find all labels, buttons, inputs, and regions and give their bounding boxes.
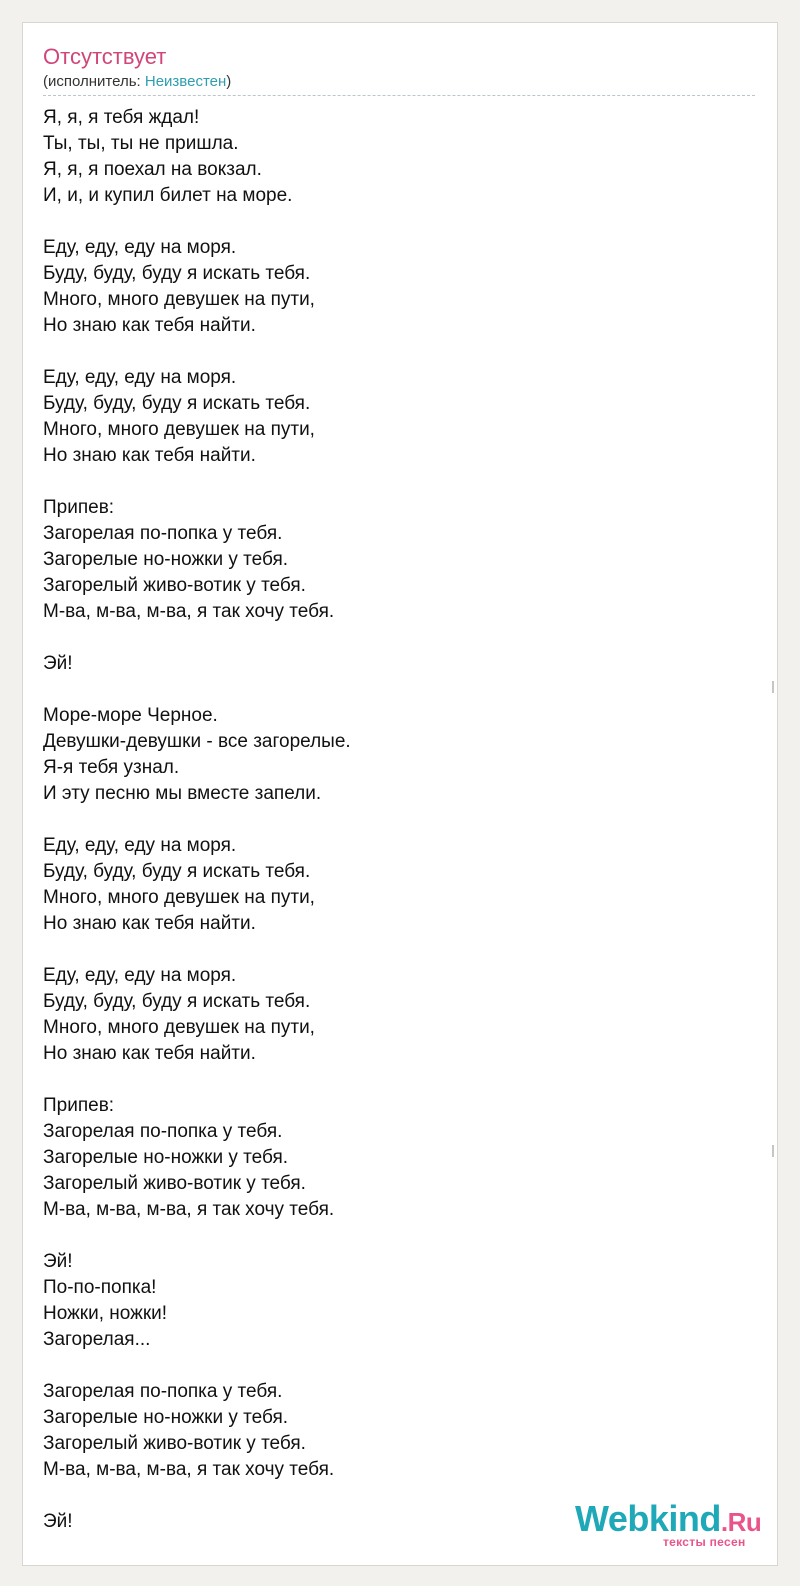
lyrics-line: Буду, буду, буду я искать тебя.: [43, 263, 311, 284]
lyrics-line: Еду, еду, еду на моря.: [43, 367, 237, 388]
lyrics-line: Много, много девушек на пути,: [43, 419, 315, 440]
lyrics-line: Буду, буду, буду я искать тебя.: [43, 393, 311, 414]
lyrics-line: Эй!: [43, 653, 73, 674]
lyrics-line: Много, много девушек на пути,: [43, 289, 315, 310]
artist-link[interactable]: Неизвестен: [144, 73, 227, 90]
lyrics-line: Буду, буду, буду я искать тебя.: [43, 991, 311, 1012]
lyrics-stanza: [43, 365, 755, 469]
song-header: [43, 43, 755, 96]
lyrics-line: Загорелые но-ножки у тебя.: [43, 549, 289, 570]
lyrics-line: Эй!: [43, 1511, 73, 1532]
lyrics-line: Ты, ты, ты не пришла.: [43, 133, 239, 154]
lyrics-stanza: [43, 495, 755, 625]
lyrics-line: М-ва, м-ва, м-ва, я так хочу тебя.: [43, 1459, 335, 1480]
lyrics-line: Загорелые но-ножки у тебя.: [43, 1147, 289, 1168]
lyrics-stanza: [43, 1093, 755, 1223]
lyrics-line: Буду, буду, буду я искать тебя.: [43, 861, 311, 882]
lyrics-line: М-ва, м-ва, м-ва, я так хочу тебя.: [43, 601, 335, 622]
lyrics-line: Припев:: [43, 1095, 115, 1116]
lyrics-stanza: [43, 963, 755, 1067]
lyrics-stanza: [43, 105, 755, 209]
lyrics-stanza: [43, 1379, 755, 1483]
lyrics-line: Много, много девушек на пути,: [43, 1017, 315, 1038]
lyrics-line: И, и, и купил билет на море.: [43, 185, 293, 206]
lyrics-line: Но знаю как тебя найти.: [43, 1043, 256, 1064]
lyrics-line: Загорелый живо-вотик у тебя.: [43, 575, 306, 596]
lyrics-line: Загорелая по-попка у тебя.: [43, 523, 283, 544]
artist-line: [43, 73, 755, 91]
song-title: Отсутствует: [43, 44, 167, 69]
lyrics-line: Загорелая по-попка у тебя.: [43, 1381, 283, 1402]
logo-tld: .Ru: [720, 1507, 762, 1537]
lyrics-line: Я-я тебя узнал.: [43, 757, 180, 778]
artist-suffix: ): [226, 73, 232, 90]
lyrics-line: Девушки-девушки - все загорелые.: [43, 731, 351, 752]
lyrics-line: Загорелый живо-вотик у тебя.: [43, 1433, 306, 1454]
lyrics-line: Еду, еду, еду на моря.: [43, 237, 237, 258]
logo-main-text: Webkind: [575, 1498, 721, 1539]
lyrics-line: Загорелая по-попка у тебя.: [43, 1121, 283, 1142]
lyrics-line: Еду, еду, еду на моря.: [43, 965, 237, 986]
lyrics-stanza: [43, 703, 755, 807]
lyrics-card: [22, 22, 778, 1566]
lyrics-line: Загорелые но-ножки у тебя.: [43, 1407, 289, 1428]
scroll-mark: [772, 681, 774, 693]
lyrics-line: Но знаю как тебя найти.: [43, 913, 256, 934]
scroll-mark: [772, 1145, 774, 1157]
lyrics-line: Море-море Черное.: [43, 705, 218, 726]
lyrics-line: Я, я, я тебя ждал!: [43, 107, 200, 128]
site-logo[interactable]: [575, 1499, 765, 1551]
lyrics-stanza: [43, 1249, 755, 1353]
lyrics-line: Но знаю как тебя найти.: [43, 445, 256, 466]
lyrics-line: Загорелый живо-вотик у тебя.: [43, 1173, 306, 1194]
lyrics-line: Еду, еду, еду на моря.: [43, 835, 237, 856]
lyrics-line: И эту песню мы вместе запели.: [43, 783, 322, 804]
lyrics-line: Припев:: [43, 497, 115, 518]
lyrics-line: М-ва, м-ва, м-ва, я так хочу тебя.: [43, 1199, 335, 1220]
lyrics-line: Загорелая...: [43, 1329, 151, 1350]
lyrics-line: Много, много девушек на пути,: [43, 887, 315, 908]
lyrics-line: По-по-попка!: [43, 1277, 157, 1298]
lyrics-line: Но знаю как тебя найти.: [43, 315, 256, 336]
lyrics-stanza: [43, 235, 755, 339]
lyrics-stanza: [43, 651, 755, 677]
lyrics-body: [43, 105, 755, 1561]
lyrics-line: Ножки, ножки!: [43, 1303, 168, 1324]
lyrics-line: Я, я, я поехал на вокзал.: [43, 159, 262, 180]
lyrics-stanza: [43, 833, 755, 937]
logo-tagline: тексты песен: [663, 1535, 746, 1549]
artist-prefix: (исполнитель:: [43, 73, 145, 90]
lyrics-line: Эй!: [43, 1251, 73, 1272]
